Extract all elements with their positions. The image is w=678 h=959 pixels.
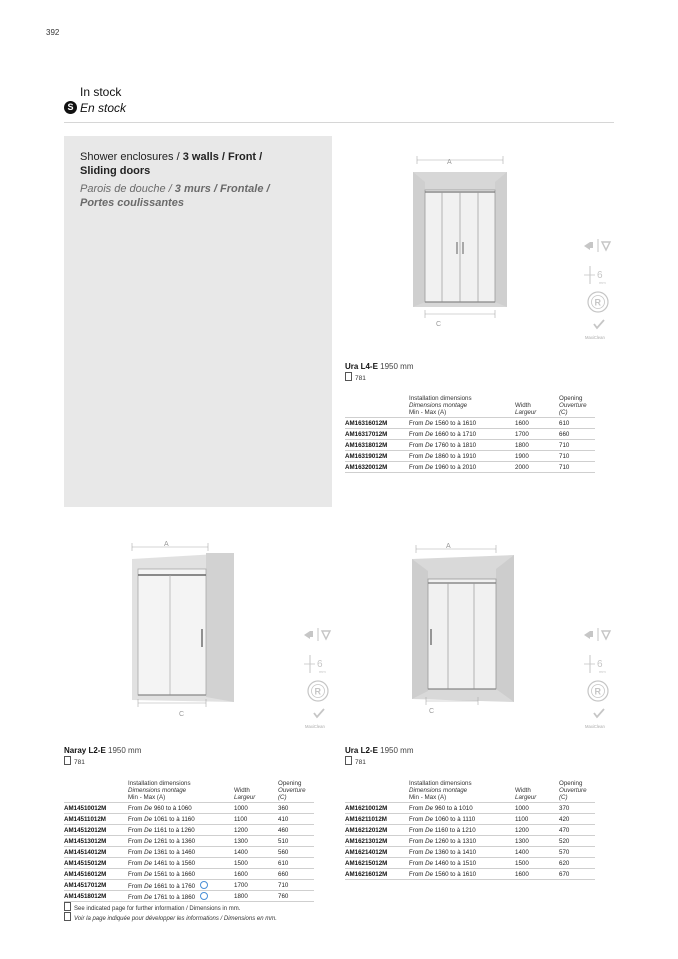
width-value: 1600 <box>234 869 278 880</box>
product-code: AM14516012M <box>64 869 128 880</box>
install-range: From De 1461 to à 1560 <box>128 858 234 869</box>
product-image-naray-l2e <box>122 537 242 722</box>
install-range: From De 1760 to à 1810 <box>409 440 515 451</box>
product-code: AM16215012M <box>345 858 409 869</box>
spec-table-ura-l4e: Installation dimensions Dimensions montage Min - Max (A) Width Largeur Opening Ouverture (C) AM16316012M From De 1560 to à 1610 1600 610 AM16317012M From De 1660 to à 1710 1700 660 AM16318012M From De 1760 to à 1810 1800 710 AM16319012M From De 1860 to à 1910 1900 710 AM16320012M From De 1960 to à 2010 2000 710 <box>345 396 595 473</box>
footnote-fr: Voir la page indiquée pour développer les informations / Dimensions en mm. <box>64 912 277 922</box>
glass-thickness-icon <box>304 655 326 674</box>
install-type-icon <box>584 239 610 252</box>
svg-text:R: R <box>594 686 601 697</box>
opening-value: 410 <box>278 814 314 825</box>
opening-value: 620 <box>559 858 595 869</box>
table-row <box>345 814 595 825</box>
document-icon <box>64 912 71 921</box>
dimension-a: A <box>446 543 451 550</box>
table-row <box>345 462 595 473</box>
product-code: AM16316012M <box>345 418 409 429</box>
opening-value: 710 <box>559 451 595 462</box>
dimension-c: C <box>429 708 435 715</box>
product-code: AM16211012M <box>345 814 409 825</box>
product-image-ura-l4e <box>405 152 515 332</box>
page-number: 392 <box>46 28 60 37</box>
install-range: From De 960 to à 1060 <box>128 803 234 814</box>
width-value: 1000 <box>234 803 278 814</box>
product-code: AM14514012M <box>64 847 128 858</box>
reversible-icon <box>588 292 608 312</box>
opening-value: 760 <box>278 891 314 902</box>
svg-text:R: R <box>594 297 601 308</box>
product-code: AM16317012M <box>345 429 409 440</box>
svg-text:MaxiClean: MaxiClean <box>585 724 605 729</box>
product-code: AM14515012M <box>64 858 128 869</box>
table-row <box>64 869 314 880</box>
table-row <box>64 814 314 825</box>
width-value: 1400 <box>234 847 278 858</box>
install-range: From De 1060 to à 1110 <box>409 814 515 825</box>
install-range: From De 1661 to à 1760 <box>128 880 234 891</box>
width-value: 2000 <box>515 462 559 473</box>
install-range: From De 1560 to à 1610 <box>409 869 515 880</box>
opening-value: 460 <box>278 825 314 836</box>
opening-value: 420 <box>559 814 595 825</box>
opening-value: 710 <box>559 440 595 451</box>
svg-text:6: 6 <box>597 270 603 281</box>
dimension-c: C <box>436 321 442 328</box>
document-icon <box>345 756 352 765</box>
width-value: 1900 <box>515 451 559 462</box>
document-icon <box>345 372 352 381</box>
width-value: 1100 <box>234 814 278 825</box>
width-value: 1000 <box>515 803 559 814</box>
width-value: 1600 <box>515 418 559 429</box>
install-range: From De 1561 to à 1660 <box>128 869 234 880</box>
product-code: AM16210012M <box>345 803 409 814</box>
footnote-en: See indicated page for further information / Dimensions in mm. <box>64 902 240 912</box>
opening-value: 660 <box>559 429 595 440</box>
opening-value: 570 <box>559 847 595 858</box>
opening-value: 660 <box>278 869 314 880</box>
product-code: AM16213012M <box>345 836 409 847</box>
install-range: From De 1160 to à 1210 <box>409 825 515 836</box>
width-value: 1500 <box>515 858 559 869</box>
width-value: 1800 <box>515 440 559 451</box>
document-icon <box>64 756 71 765</box>
product-code: AM14518012M <box>64 891 128 902</box>
opening-value: 360 <box>278 803 314 814</box>
product-code: AM16214012M <box>345 847 409 858</box>
table-row <box>345 869 595 880</box>
table-row <box>345 836 595 847</box>
width-value: 1200 <box>234 825 278 836</box>
dimension-a: A <box>164 541 169 548</box>
table-row <box>345 451 595 462</box>
install-range: From De 1061 to à 1160 <box>128 814 234 825</box>
install-range: From De 1360 to à 1410 <box>409 847 515 858</box>
install-range: From De 1261 to à 1360 <box>128 836 234 847</box>
install-type-icon <box>304 628 330 641</box>
install-range: From De 1260 to à 1310 <box>409 836 515 847</box>
width-value: 1800 <box>234 891 278 902</box>
dimension-a: A <box>447 159 452 166</box>
table-row <box>345 803 595 814</box>
reversible-icon <box>308 681 328 701</box>
product-code: AM16320012M <box>345 462 409 473</box>
product-code: AM14512012M <box>64 825 128 836</box>
table-row <box>64 880 314 891</box>
install-range: From De 1361 to à 1460 <box>128 847 234 858</box>
table-row <box>64 836 314 847</box>
svg-text:R: R <box>314 686 321 697</box>
width-value: 1400 <box>515 847 559 858</box>
table-row <box>64 803 314 814</box>
opening-value: 370 <box>559 803 595 814</box>
install-range: From De 1460 to à 1510 <box>409 858 515 869</box>
width-value: 1100 <box>515 814 559 825</box>
table-row <box>345 858 595 869</box>
install-range: From De 1560 to à 1610 <box>409 418 515 429</box>
install-range: From De 1161 to à 1260 <box>128 825 234 836</box>
product-code: AM16319012M <box>345 451 409 462</box>
registered-icon <box>200 892 208 900</box>
opening-value: 610 <box>278 858 314 869</box>
install-range: From De 1761 to à 1860 <box>128 891 234 902</box>
width-value: 1600 <box>515 869 559 880</box>
feature-icons-3 <box>580 625 616 740</box>
svg-text:MaxiClean: MaxiClean <box>585 335 605 340</box>
product-code: AM16212012M <box>345 825 409 836</box>
stock-label-fr: En stock <box>80 101 127 115</box>
divider <box>64 122 614 123</box>
svg-text:MaxiClean: MaxiClean <box>305 724 325 729</box>
opening-value: 710 <box>278 880 314 891</box>
opening-value: 470 <box>559 825 595 836</box>
table-row <box>345 429 595 440</box>
product-code: AM14517012M <box>64 880 128 891</box>
install-range: From De 960 to à 1010 <box>409 803 515 814</box>
product-code: AM16318012M <box>345 440 409 451</box>
product-code: AM14511012M <box>64 814 128 825</box>
page-reference: 781 <box>64 756 85 766</box>
glass-thickness-icon <box>584 655 606 674</box>
table-row <box>345 418 595 429</box>
product-title-ura-l4e: Ura L4-E 1950 mm <box>345 362 414 371</box>
svg-text:6: 6 <box>317 659 323 670</box>
stock-label-en: In stock <box>80 85 122 99</box>
glass-thickness-icon <box>584 266 606 285</box>
table-row <box>64 825 314 836</box>
svg-text:6: 6 <box>597 659 603 670</box>
table-row <box>64 858 314 869</box>
width-value: 1500 <box>234 858 278 869</box>
spec-table-naray-l2e: Installation dimensions Dimensions montage Min - Max (A) Width Largeur Opening Ouverture (C) AM14510012M From De 960 to à 1060 1000 360 AM14511012M From De 1061 to à 1160 1100 410 AM14512012M From De 1161 to à 1260 1200 460 AM14513012M From De 1261 to à 1360 1300 510 AM14514012M From De 1361 to à 1460 1400 560 AM14515012M From De 1461 to à 1560 1500 610 AM14516012M From De 1561 to à 1660 1600 660 AM14517012M From De 1661 to à 1760 1700 710 AM14518012M From De 1761 to à 1860 1800 760 <box>64 781 314 902</box>
install-range: From De 1860 to à 1910 <box>409 451 515 462</box>
registered-icon <box>200 881 208 889</box>
install-range: From De 1660 to à 1710 <box>409 429 515 440</box>
opening-value: 560 <box>278 847 314 858</box>
product-image-ura-l2e <box>404 537 524 722</box>
install-type-icon <box>584 628 610 641</box>
section-title-en: Shower enclosures / 3 walls / Front / Sliding doors <box>80 151 263 177</box>
product-code: AM16216012M <box>345 869 409 880</box>
spec-table-ura-l2e: Installation dimensions Dimensions montage Min - Max (A) Width Largeur Opening Ouverture (C) AM16210012M From De 960 to à 1010 1000 370 AM16211012M From De 1060 to à 1110 1100 420 AM16212012M From De 1160 to à 1210 1200 470 AM16213012M From De 1260 to à 1310 1300 520 AM16214012M From De 1360 to à 1410 1400 570 AM16215012M From De 1460 to à 1510 1500 620 AM16216012M From De 1560 to à 1610 1600 670 <box>345 781 595 880</box>
product-code: AM14510012M <box>64 803 128 814</box>
stock-badge-icon: S <box>64 101 77 114</box>
table-row <box>345 847 595 858</box>
product-title-ura-l2e: Ura L2-E 1950 mm <box>345 746 414 755</box>
width-value: 1700 <box>515 429 559 440</box>
section-title-fr: Parois de douche / 3 murs / Frontale / Portes coulissantes <box>80 183 270 209</box>
maxiclean-icon <box>305 709 325 729</box>
svg-text:mm: mm <box>599 280 606 285</box>
install-range: From De 1960 to à 2010 <box>409 462 515 473</box>
table-row <box>64 847 314 858</box>
width-value: 1200 <box>515 825 559 836</box>
reversible-icon <box>588 681 608 701</box>
maxiclean-icon <box>585 709 605 729</box>
opening-value: 670 <box>559 869 595 880</box>
table-row <box>345 825 595 836</box>
width-value: 1300 <box>234 836 278 847</box>
width-value: 1700 <box>234 880 278 891</box>
feature-icons-2 <box>300 625 336 740</box>
svg-text:mm: mm <box>599 669 606 674</box>
opening-value: 510 <box>278 836 314 847</box>
table-row <box>64 891 314 902</box>
product-code: AM14513012M <box>64 836 128 847</box>
opening-value: 520 <box>559 836 595 847</box>
page-reference: 781 <box>345 372 366 382</box>
feature-icons-1 <box>580 236 616 351</box>
table-row <box>345 440 595 451</box>
product-title-naray-l2e: Naray L2-E 1950 mm <box>64 746 142 755</box>
maxiclean-icon <box>585 320 605 340</box>
opening-value: 710 <box>559 462 595 473</box>
svg-text:mm: mm <box>319 669 326 674</box>
dimension-c: C <box>179 711 185 718</box>
page-reference: 781 <box>345 756 366 766</box>
document-icon <box>64 902 71 911</box>
opening-value: 610 <box>559 418 595 429</box>
width-value: 1300 <box>515 836 559 847</box>
